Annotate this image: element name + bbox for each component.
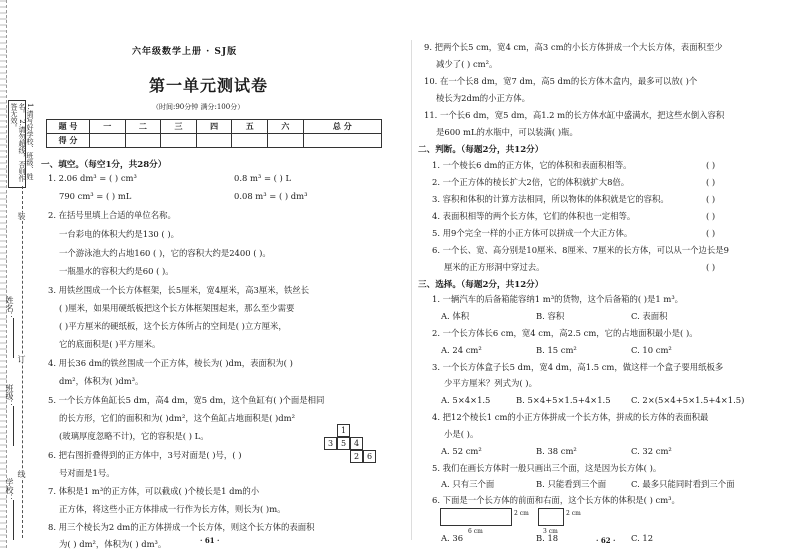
- choice-option[interactable]: B. 5×4+5×1.5+4×1.5: [516, 395, 611, 405]
- page-number-right: · 62 ·: [596, 536, 616, 545]
- question-line: 棱长为2dm的小正方体。: [436, 93, 531, 103]
- score-cell: 四: [196, 120, 232, 134]
- cube-net-figure: [324, 424, 376, 466]
- side-height-label: 2 cm: [566, 510, 581, 517]
- question-line: 减少了( ) cm²。: [436, 59, 498, 69]
- net-cell: 1: [337, 424, 350, 437]
- judge-item: 6. 一个长、宽、高分别是10厘米、8厘米、7厘米的长方体，可以从一个边长是9: [432, 245, 729, 255]
- choice-option[interactable]: A. 5×4×1.5: [441, 395, 491, 405]
- series-label: 六年级数学上册 · SJ版: [132, 47, 238, 57]
- choice-option[interactable]: B. 容积: [536, 311, 565, 321]
- question-line: 一台彩电的体积大约是130 ( )。: [59, 229, 179, 239]
- class-line[interactable]: [13, 406, 14, 446]
- judge-item: 3. 容积和体积的计算方法相同，所以物体的体积就是它的容积。: [432, 194, 669, 204]
- front-height-label: 2 cm: [514, 510, 529, 517]
- section-choice: 三、选择。（每题2分，共12分）: [418, 280, 544, 290]
- choice-option[interactable]: C. 2×(5×4+5×1.5+4×1.5): [631, 395, 745, 405]
- question-line: 8. 用三个棱长为2 dm的正方体拼成一个长方体，则这个长方体的表面积: [48, 522, 315, 532]
- judge-answer[interactable]: ( ): [706, 160, 716, 170]
- score-input[interactable]: [125, 134, 161, 148]
- choice-option[interactable]: A. 52 cm²: [441, 446, 482, 456]
- field-class: 班级：: [5, 384, 14, 408]
- question-line: 0.08 m³ = ( ) dm³: [234, 191, 308, 201]
- question-line: 正方体，将这些小正方体排成一行作为长方体，则长为( )m。: [59, 504, 286, 514]
- section-fill-blank: 一、填空。（每空1分，共28分）: [41, 160, 167, 170]
- question-line: (玻璃厚度忽略不计)，它的容积是( ) L。: [59, 431, 209, 441]
- line-word-zhuang: 装: [17, 212, 26, 220]
- choice-option[interactable]: A. 只有三个面: [441, 479, 495, 489]
- choice-option[interactable]: A. 体积: [441, 311, 470, 321]
- judge-answer[interactable]: ( ): [706, 177, 716, 187]
- score-value-row: [47, 134, 382, 148]
- net-cell: 4: [350, 437, 363, 450]
- choice-option[interactable]: C. 12: [631, 533, 654, 543]
- binding-strip: [0, 0, 34, 548]
- score-cell: 题 号: [47, 120, 90, 134]
- choice-question: 2. 一个长方体长6 cm，宽4 cm，高2.5 cm，它的占地面积最小是( )。: [432, 328, 698, 338]
- choice-option[interactable]: C. 表面积: [631, 311, 668, 321]
- front-face-rect: [440, 508, 512, 526]
- section-judge: 二、判断。（每题2分，共12分）: [418, 145, 544, 155]
- score-cell: 总 分: [303, 120, 381, 134]
- score-cell: 二: [125, 120, 161, 134]
- score-input[interactable]: [196, 134, 232, 148]
- choice-question: 5. 我们在画长方体时一般只画出三个面，这是因为长方体( )。: [432, 463, 662, 473]
- judge-item: 4. 表面积相等的两个长方体，它们的体积也一定相等。: [432, 211, 636, 221]
- choice-option[interactable]: C. 32 cm²: [631, 446, 672, 456]
- question-line: 的长方形，它们的面积和为( )dm²，这个鱼缸占地面积是( )dm²: [59, 413, 295, 423]
- choice-question: 小是( )。: [444, 429, 479, 439]
- judge-item: 厘米的正方形洞中穿过去。: [444, 262, 545, 272]
- exam-meta: （时间:90分钟 满分:100分）: [152, 103, 245, 111]
- question-line: dm²，体积为( )dm³。: [59, 376, 144, 386]
- choice-option[interactable]: B. 38 cm²: [536, 446, 577, 456]
- question-line: 6. 把右图折叠得到的正方体中，3号对面是( )号，( ): [48, 450, 242, 460]
- question-line: 5. 一个长方体鱼缸长5 dm，高4 dm，宽5 dm，这个鱼缸有( )个面是相同: [48, 395, 325, 405]
- choice-question: 3. 一个长方体盒子长5 dm，宽4 dm，高1.5 cm，做这样一个盒子要用纸板多: [432, 362, 724, 372]
- field-name: 姓名：: [5, 296, 14, 320]
- judge-answer[interactable]: ( ): [706, 194, 716, 204]
- question-line: 2. 在括号里填上合适的单位名称。: [48, 210, 176, 220]
- perforation: [0, 0, 7, 548]
- choice-option[interactable]: A. 36: [441, 533, 464, 543]
- score-cell: 六: [268, 120, 304, 134]
- choice-option[interactable]: A. 24 cm²: [441, 345, 482, 355]
- choice-option[interactable]: C. 10 cm²: [631, 345, 672, 355]
- score-input[interactable]: [232, 134, 268, 148]
- page-title: 第一单元测试卷: [149, 76, 269, 95]
- school-line[interactable]: [13, 500, 14, 540]
- choice-question: 少平方厘米？列式为( )。: [444, 378, 537, 388]
- question-line: 为( ) dm²，体积为( ) dm³。: [59, 539, 167, 549]
- question-line: 号对面是1号。: [59, 468, 115, 478]
- score-input[interactable]: [161, 134, 197, 148]
- name-line[interactable]: [13, 318, 14, 358]
- score-cell: 一: [90, 120, 126, 134]
- question-line: 7. 体积是1 m³的正方体，可以截成( )个棱长是1 dm的小: [48, 486, 260, 496]
- judge-item: 2. 一个正方体的棱长扩大2倍，它的体积就扩大8倍。: [432, 177, 630, 187]
- judge-answer[interactable]: ( ): [706, 262, 716, 272]
- page-divider: [411, 40, 412, 540]
- question-line: 1. 2.06 dm³ = ( ) cm³: [48, 173, 137, 183]
- question-line: 790 cm³ = ( ) mL: [59, 191, 132, 201]
- page-number-left: · 61 ·: [200, 536, 220, 545]
- binding-note: 1.请写好学校、班级、姓名。 2.请勿超线，否则作答无效。: [10, 103, 34, 182]
- choice-option[interactable]: B. 只能看到三个面: [536, 479, 607, 489]
- net-cell: 3: [324, 437, 337, 450]
- question-line: 10. 在一个长8 dm，宽7 dm，高5 dm的长方体木盒内，最多可以放( )个: [424, 76, 698, 86]
- question-line: 9. 把两个长5 cm，宽4 cm，高3 cm的小长方体拼成一个大长方体，表面积至少: [424, 42, 723, 52]
- box-views-figure: [440, 508, 610, 536]
- judge-item: 1. 一个棱长6 dm的正方体，它的体积和表面积相等。: [432, 160, 632, 170]
- net-cell: 6: [363, 450, 376, 463]
- score-cell: 三: [161, 120, 197, 134]
- choice-question: 1. 一辆汽车的后备箱能容纳1 m³的货物，这个后备箱的( )是1 m³。: [432, 294, 684, 304]
- score-input[interactable]: [303, 134, 381, 148]
- judge-item: 5. 用9个完全一样的小正方体可以拼成一个大正方体。: [432, 228, 633, 238]
- line-word-xian: 线: [17, 470, 26, 478]
- question-line: 一个游泳池大约占地160 ( )，它的容积大约是2400 ( )。: [59, 248, 271, 258]
- question-line: ( )厘米，如果用硬纸板把这个长方体框架围起来，那么至少需要: [59, 303, 295, 313]
- question-line: 0.8 m³ = ( ) L: [234, 173, 292, 183]
- score-input[interactable]: [268, 134, 304, 148]
- net-cell: 2: [350, 450, 363, 463]
- question-line: 一瓶墨水的容积大约是60 ( )。: [59, 266, 174, 276]
- score-table: [46, 119, 382, 148]
- question-line: 4. 用长36 dm的铁丝围成一个正方体，棱长为( )dm，表面积为( ): [48, 358, 293, 368]
- score-input[interactable]: [90, 134, 126, 148]
- net-cell: 5: [337, 437, 350, 450]
- judge-answer[interactable]: ( ): [706, 211, 716, 221]
- side-width-label: 3 cm: [543, 528, 558, 535]
- binding-note-box: [8, 100, 34, 188]
- question-line: ( )平方厘米的硬纸板，这个长方体所占的空间是( )立方厘米，: [59, 321, 287, 331]
- choice-option[interactable]: B. 15 cm²: [536, 345, 577, 355]
- line-word-ding: 订: [17, 355, 26, 363]
- choice-option[interactable]: B. 18: [536, 533, 559, 543]
- score-cell: 得 分: [47, 134, 90, 148]
- field-school: 学校：: [5, 478, 14, 502]
- choice-question: 6. 下面是一个长方体的前面和右面，这个长方体的体积是( ) cm³。: [432, 495, 680, 505]
- question-line: 3. 用铁丝围成一个长方体框架，长5厘米，宽4厘米，高3厘米，铁丝长: [48, 285, 310, 295]
- choice-option[interactable]: C. 最多只能同时看到三个面: [631, 479, 735, 489]
- front-width-label: 6 cm: [468, 528, 483, 535]
- choice-question: 4. 把12个棱长1 cm的小正方体拼成一个长方体，拼成的长方体的表面积最: [432, 412, 709, 422]
- side-face-rect: [538, 508, 564, 526]
- score-header-row: [47, 120, 382, 134]
- judge-answer[interactable]: ( ): [706, 228, 716, 238]
- score-cell: 五: [232, 120, 268, 134]
- question-line: 是600 mL的水瓶中，可以装满( )瓶。: [436, 127, 578, 137]
- question-line: 11. 一个长6 dm，宽5 dm，高1.2 m的长方体水缸中盛满水，把这些水倒入容积: [424, 110, 725, 120]
- question-line: 它的底面积是( )平方厘米。: [59, 339, 161, 349]
